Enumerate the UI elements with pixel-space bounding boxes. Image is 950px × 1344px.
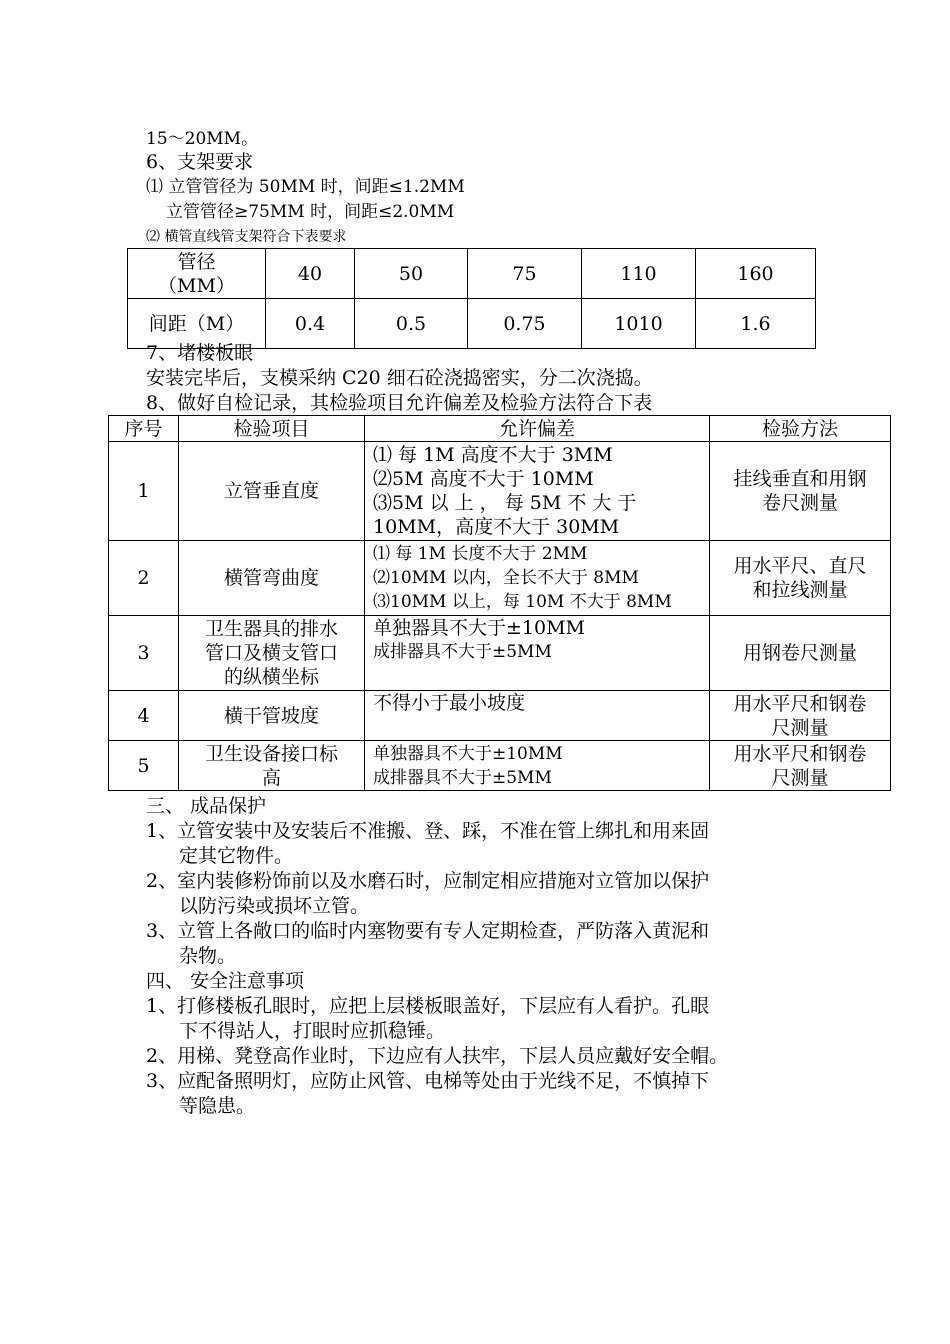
table-cell: 不得小于最小坡度 — [365, 691, 710, 741]
table-cell: 用钢卷尺测量 — [710, 616, 891, 691]
list-item-cont: 以防污染或损坏立管。 — [179, 895, 370, 917]
heading-floor-holes: 7、堵楼板眼 — [146, 342, 254, 364]
table-row — [109, 691, 891, 741]
table-header-cell: 序号 — [109, 416, 179, 442]
table-cell: 单独器具不大于±10MM 成排器具不大于±5MM — [365, 741, 710, 791]
table-cell: 1.6 — [696, 299, 816, 349]
table-cell: 间距（M） — [128, 299, 266, 349]
text-line: 安装完毕后，支模采纳 C20 细石砼浇捣密实，分二次浇捣。 — [146, 367, 653, 389]
table-cell: ⑴ 每 1M 高度不大于 3MM ⑵5M 高度不大于 10MM ⑶5M 以 上 ， 每 5M 不 大 于 10MM，高度不大于 30MM — [365, 442, 710, 541]
table-row — [109, 541, 891, 616]
table-cell: 横管弯曲度 — [179, 541, 365, 616]
table-row — [109, 741, 891, 791]
list-item: 2、用梯、凳登高作业时，下边应有人扶牢，下层人员应戴好安全帽。 — [146, 1045, 729, 1067]
table-cell: 75 — [468, 249, 582, 299]
section-heading: 四、 安全注意事项 — [146, 970, 305, 992]
list-item-cont: 定其它物件。 — [179, 845, 294, 867]
table-cell: ⑴ 每 1M 长度不大于 2MM ⑵10MM 以内，全长不大于 8MM ⑶10MM 以上，每 10M 不大于 8MM — [365, 541, 710, 616]
table-cell: 单独器具不大于±10MM 成排器具不大于±5MM — [365, 616, 710, 691]
table-header-cell: 允许偏差 — [365, 416, 710, 442]
heading-support: 6、支架要求 — [146, 151, 254, 173]
table-header-row — [109, 416, 891, 442]
table-cell: 用水平尺和钢卷 尺测量 — [710, 691, 891, 741]
table-cell: 卫生器具的排水 管口及横支管口 的纵横坐标 — [179, 616, 365, 691]
table-cell: 用水平尺、直尺 和拉线测量 — [710, 541, 891, 616]
table-cell: 0.75 — [468, 299, 582, 349]
inspection-table — [108, 415, 891, 791]
table-cell: 3 — [109, 616, 179, 691]
list-item: 1、立管安装中及安装后不准搬、登、踩，不准在管上绑扎和用来固 — [146, 820, 710, 842]
section-heading: 三、 成品保护 — [146, 795, 267, 817]
text-line: ⑴ 立管管径为 50MM 时，间距≤1.2MM — [146, 177, 465, 197]
table-cell: 0.4 — [266, 299, 355, 349]
table-cell: 5 — [109, 741, 179, 791]
table-header-cell: 检验方法 — [710, 416, 891, 442]
table-cell: 160 — [696, 249, 816, 299]
list-item: 3、立管上各敞口的临时内塞物要有专人定期检查，严防落入黄泥和 — [146, 920, 710, 942]
table-cell: 4 — [109, 691, 179, 741]
table-cell: 2 — [109, 541, 179, 616]
table-cell: 50 — [355, 249, 468, 299]
list-item: 3、应配备照明灯，应防止风管、电梯等处由于光线不足，不慎掉下 — [146, 1070, 710, 1092]
table-cell: 管径 （MM） — [128, 249, 266, 299]
table-row — [128, 249, 816, 299]
table-cell: 挂线垂直和用钢 卷尺测量 — [710, 442, 891, 541]
table-row — [109, 442, 891, 541]
table-cell: 1 — [109, 442, 179, 541]
list-item-cont: 杂物。 — [179, 945, 237, 967]
table-header-cell: 检验项目 — [179, 416, 365, 442]
table-cell: 卫生设备接口标 高 — [179, 741, 365, 791]
table-cell: 横干管坡度 — [179, 691, 365, 741]
table-cell: 40 — [266, 249, 355, 299]
list-item: 2、室内装修粉饰前以及水磨石时，应制定相应措施对立管加以保护 — [146, 870, 710, 892]
table-cell: 0.5 — [355, 299, 468, 349]
text-line: 15～20MM。 — [146, 129, 259, 149]
table-cell: 用水平尺和钢卷 尺测量 — [710, 741, 891, 791]
table-row — [109, 616, 891, 691]
text-line: 立管管径≥75MM 时，间距≤2.0MM — [166, 202, 455, 222]
table-cell: 立管垂直度 — [179, 442, 365, 541]
list-item-cont: 等隐患。 — [179, 1095, 256, 1117]
table-cell: 1010 — [582, 299, 696, 349]
list-item: 1、打修楼板孔眼时，应把上层楼板眼盖好，下层应有人看护。孔眼 — [146, 995, 710, 1017]
list-item-cont: 下不得站人，打眼时应抓稳锤。 — [179, 1020, 446, 1042]
table-cell: 110 — [582, 249, 696, 299]
text-line: ⑵ 横管直线管支架符合下表要求 — [146, 229, 347, 245]
text-line: 8、做好自检记录，其检验项目允许偏差及检验方法符合下表 — [146, 392, 653, 414]
spacing-table — [127, 248, 816, 349]
